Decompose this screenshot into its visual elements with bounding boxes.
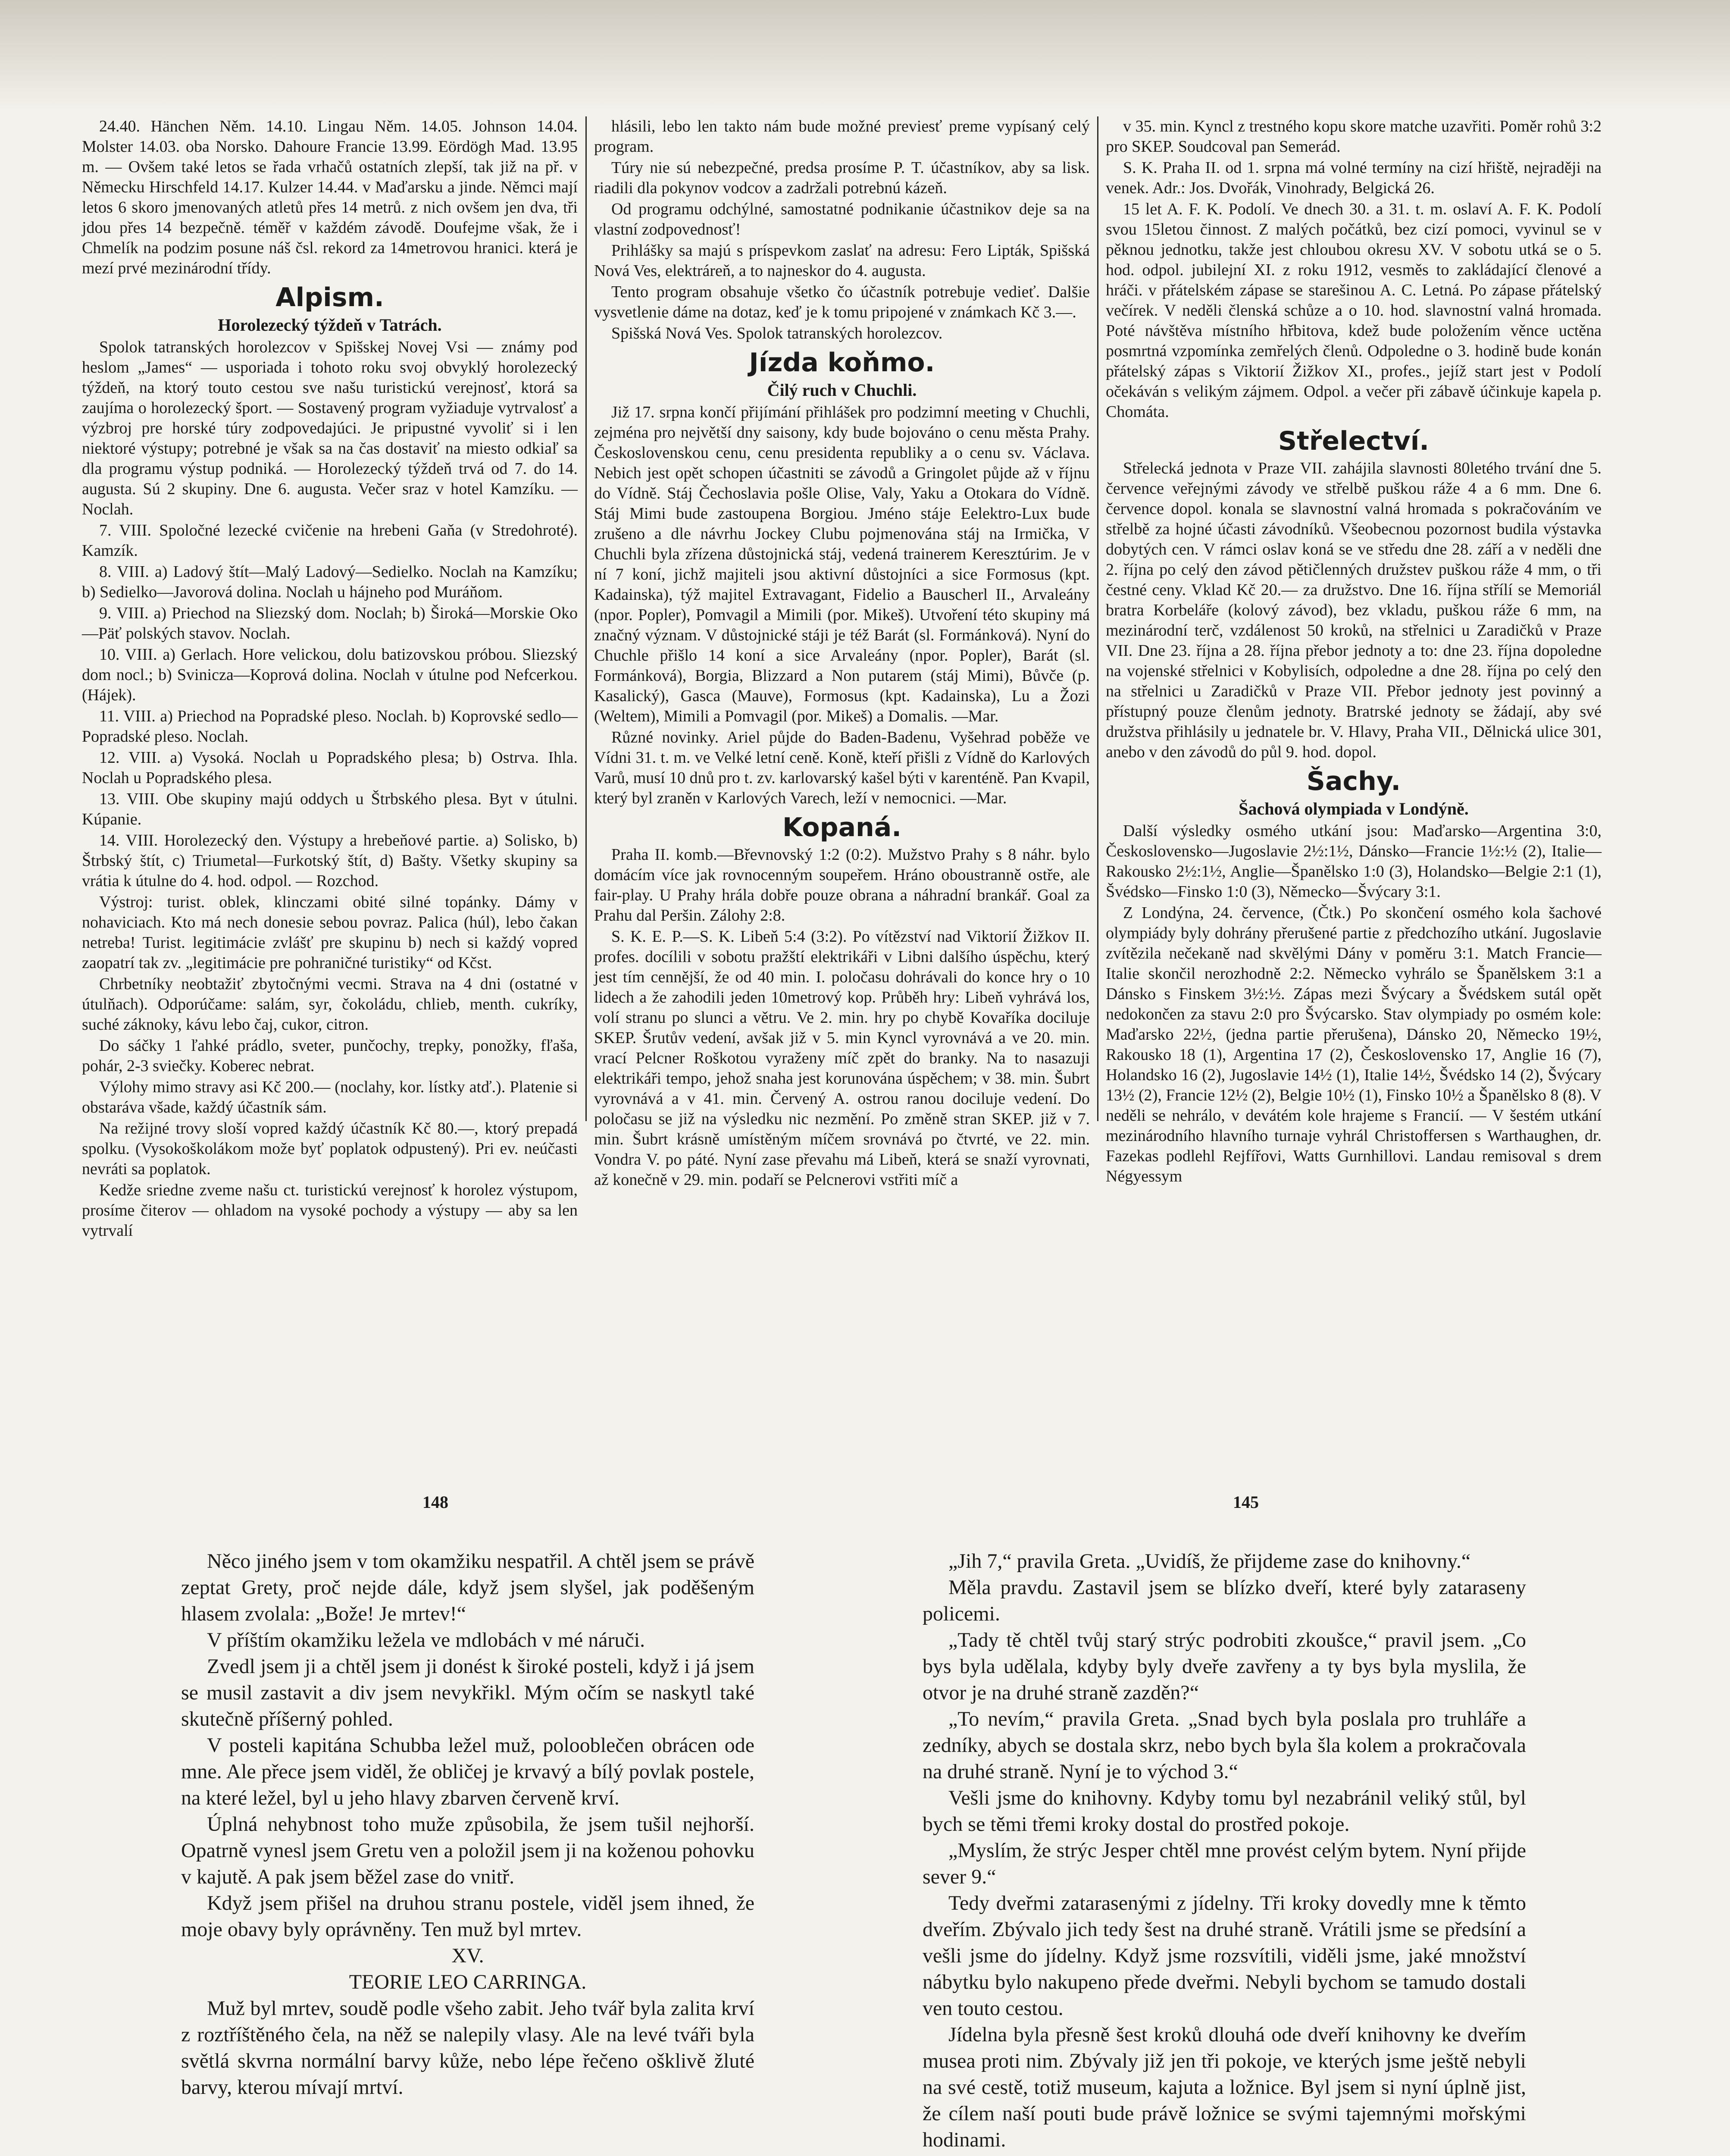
paragraph: Prihlášky sa majú s príspevkom zaslať na adresu: Fero Lipták, Spišská Nová Ves, elektráreň, a to najneskor do 4. augusta. [594, 241, 1090, 280]
section-heading: Kopaná. [782, 812, 902, 843]
subheading: Šachová olympiada v Londýně. [1239, 799, 1469, 818]
paragraph: Tento program obsahuje všetko čo účastník potrebuje vedieť. Dalšie vysvetlenie dáme na dotaz, keď je k tomu pripojené v známkach Kč 3.—. [594, 283, 1090, 321]
paragraph: Kedže sriedne zveme našu ct. turistickú verejnosť k horolez výstupom, prosíme čiterov — ohladom na vysoké pochody a výstupy — aby sa len vytrvalí [82, 1181, 578, 1240]
paragraph: 9. VIII. a) Priechod na Sliezský dom. Noclah; b) Široká—Morskie Oko—Päť polských stavov. Noclah. [82, 604, 578, 642]
column-rule [585, 116, 587, 1121]
right-page-number: 145 [1233, 1492, 1259, 1512]
section-heading: Střelectví. [1278, 426, 1430, 456]
section-heading: Šachy. [1306, 766, 1401, 796]
paragraph: Úplná nehybnost toho muže způsobila, že jsem tušil nejhorší. Opatrně vynesl jsem Gretu ven a položil jsem ji na koženou pohovku v kajutě. A pak jsem běžel zase do vnitř. [181, 1813, 754, 1888]
paragraph: „Tady tě chtěl tvůj starý strýc podrobiti zkoušce,“ pravil jsem. „Co bys byla udělala, kdyby byly dveře zavřeny a ty bys byla myslila, že otvor je na druhé straně zazděn?“ [923, 1629, 1526, 1704]
paragraph: Do sáčky 1 ľahké prádlo, sveter, punčochy, trepky, ponožky, fľaša, pohár, 2-3 sviečky. Koberec nebrat. [82, 1037, 578, 1075]
paragraph: Spišská Nová Ves. Spolok tatranských horolezcov. [611, 324, 943, 342]
paragraph: Další výsledky osmého utkání jsou: Maďarsko—Argentina 3:0, Československo—Jugoslavie 2½:1½, Dánsko—Francie 1½:½ (2), Italie—Rakousko 2½:1½, Anglie—Španělsko 1:0 (3), Holandsko—Belgie 2:1 (1), Švédsko—Finsko 1:0 (3), Německo—Švýcary 3:1. [1106, 822, 1602, 901]
paragraph: V posteli kapitána Schubba ležel muž, polooblečen obrácen ode mne. Ale přece jsem viděl, že obličej je krvavý a bílý povlak postele, na které ležel, byl u jeho hlavy zbarven červeně krví. [181, 1734, 754, 1809]
paragraph: Výstroj: turist. oblek, klinczami obité silné topánky. Dámy v nohaviciach. Kto má nech donesie sebou povraz. Palica (húl), lebo čakan netreba! Turist. legitimácie zvlášť pre skupinu b) nech si každý vopred zaopatrí tak zv. „legitimácie pre pohraničné turistiky“ od Kčst. [82, 893, 578, 972]
paragraph: „Myslím, že strýc Jesper chtěl mne provést celým bytem. Nyní přijde sever 9.“ [923, 1839, 1526, 1888]
paragraph: Když jsem přišel na druhou stranu postele, viděl jsem ihned, že moje obavy byly oprávněny. Ten muž byl mrtev. [181, 1892, 754, 1941]
paragraph: 24.40. Hänchen Něm. 14.10. Lingau Něm. 14.05. Johnson 14.04. Molster 14.03. oba Norsko. Dahoure Francie 13.99. Eördögh Mad. 13.95 m. — Ovšem také letos se řada vrhačů ostatních zlepší, tak již na př. v Německu Hirschfeld 14.17. Kulzer 14.44. v Maďarsku a jinde. Němci mají letos 6 skoro jmenovaných atletů přes 14 metrů. z nich ovšem jen dva, tři jdou přes 14 bezpečně. téměř v každém závodě. Doufejme však, že i Chmelík na podzim posune náš čsl. rekord za 14metrovou hranici. která je mezí prvé mezinárodní třídy. [82, 117, 578, 277]
paragraph: Výlohy mimo stravy asi Kč 200.— (noclahy, kor. lístky atď.). Platenie si obstaráva všade, každý účastník sám. [82, 1078, 578, 1116]
paragraph: Tedy dveřmi zatarasenými z jídelny. Tři kroky dovedly mne k těmto dveřím. Zbývalo jich tedy šest na druhé straně. Vrátili jsme se předsíní a vešli jsme do jídelny. Když jsme rozsvítili, viděli jsme, jaké množství nábytku bylo nakupeno přede dveřmi. Nebyli bychom se tamudo dostali ven touto cestou. [923, 1892, 1526, 2020]
paragraph: Vešli jsme do knihovny. Kdyby tomu byl nezabránil veliký stůl, byl bych se těmi třemi kroky dostal do prostřed pokoje. [923, 1786, 1526, 1836]
paragraph: Od programu odchýlné, samostatné podnikanie účastnikov deje sa na vlastní zodpovednosť! [594, 200, 1090, 238]
paragraph: 15 let A. F. K. Podolí. Ve dnech 30. a 31. t. m. oslaví A. F. K. Podolí svou 15letou činnost. Z malých počátků, bez cizí pomoci, vyvinul se v pěknou jednotku, takže jest chloubou okresu XV. V sobotu utká se o 5. hod. odpol. jubilejní XI. z roku 1912, vesměs to zakládající členové a hráči. v přátelském zápase se starešinou A. C. Letná. Po zápase přátelský večírek. V neděli členská schůze a o 10. hod. slavnostní valná hromada. Poté návštěva místního hřbitova, kdež bude položením věnce uctěna posmrtná vzpomínka zemřelých členů. Odpoledne o 3. hodině bude konán přátelský zápas s Viktorií Žižkov XI., profes., jejíž start jest v Podolí očekáván s velikým zájmem. Odpol. a večer při zábavě účinkuje kapela p. Chomáta. [1106, 200, 1602, 421]
paragraph: Túry nie sú nebezpečné, predsa prosíme P. T. účastníkov, aby sa lisk. riadili dla pokynov vodcov a zadržali potrebnú kázeň. [594, 159, 1090, 197]
column-rule [1097, 116, 1098, 1121]
newspaper-column-1 [82, 116, 578, 1240]
section-heading: Jízda koňmo. [749, 348, 935, 378]
chapter-heading: XV. [451, 1944, 484, 1967]
paragraph: Spolok tatranských horolezcov v Spišskej Novej Vsi — známy pod heslom „James“ — usporiada i tohoto roku svoj obvyklý horolezecký týždeň, na ktorý touto cestou sve našu turistickú verejnosť, ktorá sa zaujíma o horolezecký šport. — Sostavený program vyžiaduje vytrvalosť a výzbroj pre horské túry zodpovedajúci. Je pripustné vyvoliť si i len niektoré výstupy; potrebné je však sa na čas dostaviť na miesto odkiaľ sa dla programu výstup podniká. — Horolezecký týždeň trvá od 7. do 14. augusta. Sú 2 skupiny. Dne 6. augusta. Večer sraz v hotel Kamzíku. — Noclah. [82, 338, 578, 518]
paragraph: „To nevím,“ pravila Greta. „Snad bych byla poslala pro truhláře a zedníky, abych se dostala skrz, nebo bych byla šla kolem a prokračovala na druhé straně. Nyní je to východ 3.“ [923, 1708, 1526, 1783]
paragraph: v 35. min. Kyncl z trestného kopu skore matche uzavřiti. Poměr rohů 3:2 pro SKEP. Soudcoval pan Semerád. [1106, 117, 1602, 156]
paragraph: Něco jiného jsem v tom okamžiku nespatřil. A chtěl jsem se právě zeptat Grety, proč nejde dále, když jsem slyšel, jak poděšeným hlasem zvolala: „Bože! Je mrtev!“ [181, 1550, 754, 1625]
chapter-heading: TEORIE LEO CARRINGA. [349, 1971, 587, 1993]
subheading: Čilý ruch v Chuchli. [767, 380, 917, 400]
paragraph: 13. VIII. Obe skupiny majú oddych u Štrbského plesa. Byt v útulni. Kúpanie. [82, 790, 578, 828]
paragraph: Střelecká jednota v Praze VII. zahájila slavnosti 80letého trvání dne 5. července veřejnými závody ve střelbě puškou ráže 4 a 6 mm. Dne 6. července dopol. konala se slavnostní valná hromada s pokračováním ve střelbě za hojné účasti závodníků. Všeobecnou pozornost budila výstavka dobytých cen. V rámci oslav koná se ve středu dne 28. září a v neděli dne 2. října po celý den závod pětičlenných družstev puškou ráže 4 mm, o tři čestné ceny. Vklad Kč 20.— za družstvo. Dne 16. října střílí se Memoriál bratra Korbeláře (kolový závod), bez vkladu, puškou ráže 6 mm, na mezinárodní terč, vzdálenost 50 kroků, na střelnici u Zaradičků v Praze VII. Dne 23. října a 28. října přebor jednoty a to: dne 23. října dopoledne na vojenské střelnici v Kobylisích, odpoledne a dne 28. října po celý den na střelnici u Zaradičků v Praze VII. Přebor jednoty jest povinný a přístupný pouze členům jednoty. Bratrské jednoty se žádají, aby své družstva přihlásily u jednatele br. V. Hlavy, Praha VII., Dělnická ulice 301, anebo v den závodů do půl 9. hod. dopol. [1106, 459, 1602, 761]
paragraph: S. K. E. P.—S. K. Libeň 5:4 (3:2). Po vítězství nad Viktorií Žižkov II. profes. docílili v sobotu pražští elektrikáři v Libni dalšího úspěchu, který jest tím cennější, že od 40 min. I. poločasu dohrávali do konce hry o 10 lidech a že zahodili jeden 10metrový kop. Průběh hry: Libeň vyhrává los, volí stranu po slunci a větru. Ve 2. min. hry po chybě Kovaříka dociluje SKEP. Šrutův vedení, avšak již v 5. min Kyncl vyrovnává a ve 20. min. vrací Pelcner Roškotou vyraženy míč zpět do branky. Na to nasazuji elektrikáři tempo, jehož snaha jest korunována úspěchem; v 38. min. Šubrt vyrovnává a v 41. min. Červený A. ostrou ranou dociluje vedení. Do poločasu se již na výsledku nic nezmění. Po změně stran SKEP. již v 7. min. Šubrt krásně umístěným míčem srovnává po čtvrté, ve 22. min. Vondra V. po páté. Nyní zase převahu má Libeň, která se snaží vyrovnati, až konečně v 29. min. podaří se Pelcnerovi vstřiti míč a [594, 928, 1090, 1189]
paragraph: 7. VIII. Spoločné lezecké cvičenie na hrebeni Gaňa (v Stredohroté). Kamzík. [82, 521, 578, 560]
paragraph: 14. VIII. Horolezecký den. Výstupy a hrebeňové partie. a) Solisko, b) Štrbský štít, c) Triumetal—Furkotský štít, d) Bašty. Všetky skupiny sa vrátia k útulne do 4. hod. odpol. — Rozchod. [82, 831, 578, 890]
paragraph: Měla pravdu. Zastavil jsem se blízko dveří, které byly zataraseny policemi. [923, 1576, 1526, 1625]
paragraph: Zvedl jsem ji a chtěl jsem ji donést k široké posteli, když i já jsem se musil zastavit a div jsem nevykřikl. Mým očím se naskytl také skutečně příšerný pohled. [181, 1655, 754, 1730]
paragraph: Muž byl mrtev, soudě podle všeho zabit. Jeho tvář byla zalita krví z roztříštěného čela, na něž se nalepily vlasy. Ale na levé tváři byla světlá skvrna normální barvy kůže, nebo lépe řečeno ošklivě žluté barvy, kterou mívají mrtví. [181, 1997, 754, 2099]
paragraph: 11. VIII. a) Priechod na Popradské pleso. Noclah. b) Koprovské sedlo—Popradské pleso. Noclah. [82, 707, 578, 746]
paragraph: Chrbetníky neobtažiť zbytočnými vecmi. Strava na 4 dni (ostatné v útulňach). Odporúčame: salám, syr, čokoládu, chlieb, menth. cukríky, suché záknoky, kávu lebo čaj, cukor, citron. [82, 975, 578, 1034]
paragraph: 8. VIII. a) Ladový štít—Malý Ladový—Sedielko. Noclah na Kamzíku; b) Sedielko—Javorová dolina. Noclah u hájneho pod Muráňom. [82, 563, 578, 601]
paragraph: V příštím okamžiku ležela ve mdlobách v mé náruči. [207, 1629, 645, 1651]
book-page-left [181, 1548, 754, 2156]
paragraph: 10. VIII. a) Gerlach. Hore velickou, dolu batizovskou próbou. Sliezský dom nocl.; b) Svinicza—Koprová dolina. Noclah v útulne pod Nefcerkou. (Hájek). [82, 646, 578, 704]
paragraph: hlásili, lebo len takto nám bude možné previesť preme vypísaný celý program. [594, 117, 1090, 156]
paragraph: Z Londýna, 24. července, (Čtk.) Po skončení osmého kola šachové olympiády byly dohrány přerušené partie z předchozího utkání. Jugoslavie zvítězila nečekaně nad skvělými Dány v poměru 3:1. Match Francie—Italie skončil nerozhodně 2:2. Německo vyhrálo se Španělskem 3:1 a Dánsko s Finskem 3½:½. Zápas mezi Švýcary a Švédskem sutál opět nedokončen za stavu 2:0 pro Švýcarsko. Stav olympiady po osmém kole: Maďarsko 22½, (jedna partie přerušena), Dánsko 20, Německo 19½, Rakousko 18 (1), Argentina 17 (2), Československo 17, Anglie 16 (7), Holandsko 16 (2), Jugoslavie 14½ (1), Italie 14½, Švédsko 14 (2), Švýcary 13½ (2), Francie 12½ (2), Belgie 10½ (1), Finsko 10½ a Španělsko 8 (8). V neděli se nehrálo, v devátém kole hrajeme s Francií. — V šestém utkání mezinárodního hlavního turnaje vyhrál Christoffersen s Warthaughen, dr. Fazekas podlehl Rejfířovi, Watts Gurnhillovi. Landau remisoval s drem Négyessym [1106, 904, 1602, 1185]
newspaper-column-2 [594, 116, 1090, 1189]
paragraph: 12. VIII. a) Vysoká. Noclah u Popradského plesa; b) Ostrva. Ihla. Noclah u Popradského plesa. [82, 749, 578, 787]
newspaper-column-3 [1106, 116, 1602, 1185]
paragraph: Praha II. komb.—Břevnovský 1:2 (0:2). Mužstvo Prahy s 8 náhr. bylo domácím více jak rovnocenným soupeřem. Hráno oboustranně ostře, ale fair-play. U Prahy hrála dobře pouze obrana a náhradní brankář. Goal za Prahu dal Peršin. Zálohy 2:8. [594, 846, 1090, 924]
paragraph: Jídelna byla přesně šest kroků dlouhá ode dveří knihovny ke dveřím musea proti nim. Zbývaly již jen tři pokoje, ve kterých jsme ještě nebyli na své cestě, totiž museum, kajuta a ložnice. Byl jsem si nyní úplně jist, že cílem naší pouti bude právě ložnice se svými tajemnými mořskými hodinami. [923, 2023, 1526, 2151]
scan-shadow [0, 0, 1730, 112]
paragraph: Na režijné trovy sloší vopred každý účastník Kč 80.—, ktorý prepadá spolku. (Vysokoškolákom može byť poplatok odpustený). Pri ev. neúčasti nevráti sa poplatok. [82, 1119, 578, 1178]
paragraph: Již 17. srpna končí přijímání přihlášek pro podzimní meeting v Chuchli, zejména pro největší dny saisony, kdy bude bojováno o cenu města Prahy. Československou cenu, cenu presidenta republiky a o cenu sv. Václava. Nebich jest opět schopen účastniti se závodů a Gringolet půjde až v říjnu do Vídně. Stáj Čechoslavia pošle Olise, Valy, Yaku a Otokara do Vídně. Stáj Mimi bude zastoupena Borgiou. Jméno stáje Eelektro-Lux bude zrušeno a dle návrhu Jockey Clubu pojmenována stáj na Irmička, V Chuchli byla zřízena důstojnická stáj, vedená trainerem Keresztúrim. Je v ní 7 koní, jichž majiteli jsou aktivní důstojníci a sice Formosus (kpt. Kadainska), týž majitel Extravagant, Fidelio a Bauscherl II., Arvaleány (npor. Popler), Pomvagil a Mimili (por. Mikeš). Utvoření této skupiny má značný význam. V důstojnické stáji je též Barát (sl. Formánková). Nyní do Chuchle přišlo 14 koní a sice Arvaleány (npor. Popler), Barát (sl. Formánková), Borgia, Blizzard a Non putarem (stáj Mimi), Bůvče (p. Kasalický), Gasca (Mauve), Formosus (kpt. Kadainska), Lu a Žozi (Weltem), Mimili a Pomvagil (por. Mikeš) a Domalis. —Mar. [594, 403, 1090, 725]
paragraph: Různé novinky. Ariel půjde do Baden-Badenu, Vyšehrad poběže ve Vídni 31. t. m. ve Velké letní ceně. Koně, kteří přišli z Vídně do Karlových Varů, musí 10 dnů pro t. zv. karlovarský kašel býti v karenténě. Pan Kvapil, který byl zraněn v Karlových Varech, leží v nemocnici. —Mar. [594, 728, 1090, 807]
left-page-number: 148 [422, 1492, 448, 1512]
paragraph: S. K. Praha II. od 1. srpna má volné termíny na cizí hřiště, nejraději na venek. Adr.: Jos. Dvořák, Vinohrady, Belgická 26. [1106, 159, 1602, 197]
section-heading: Alpism. [275, 282, 384, 313]
subheading: Horolezecký týždeň v Tatrách. [218, 315, 442, 335]
book-page-right [923, 1548, 1526, 2156]
paragraph: „Jih 7,“ pravila Greta. „Uvidíš, že přijdeme zase do knihovny.“ [948, 1550, 1471, 1573]
